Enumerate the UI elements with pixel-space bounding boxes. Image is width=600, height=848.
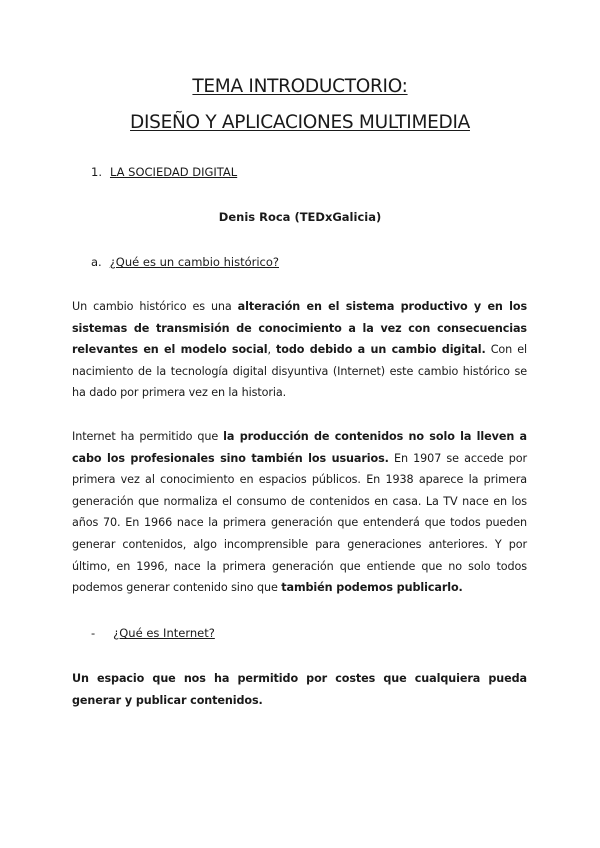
paragraph-1: [72, 296, 527, 404]
p1-text-1: Un cambio histórico es una: [72, 300, 238, 313]
subsection-dash-marker: -: [91, 626, 96, 640]
subsection-internet-label: ¿Qué es Internet?: [113, 626, 215, 640]
title-line-2: DISEÑO Y APLICACIONES MULTIMEDIA: [130, 112, 470, 133]
section-1-number: 1.: [91, 165, 102, 179]
p1-text-3: Con el nacimiento de la tecnología digital disyuntiva (Internet) este cambio histórico se ha dado por primera vez en la historia.: [72, 343, 527, 400]
p1-bold-2: todo debido a un cambio digital.: [276, 343, 486, 357]
p1-text-2: ,: [267, 343, 277, 357]
subsection-a-label: ¿Qué es un cambio histórico?: [109, 255, 279, 269]
paragraph-3: Un espacio que nos ha permitido por costes que cualquiera pueda generar y publicar contenidos.: [72, 672, 527, 707]
title-line-1: TEMA INTRODUCTORIO:: [192, 76, 408, 97]
subsection-internet-heading: [91, 626, 215, 640]
p2-text-1: Internet ha permitido que: [72, 430, 224, 443]
p2-bold-2: también podemos publicarlo.: [281, 581, 463, 595]
paragraph-2: [72, 426, 527, 599]
subsection-a-heading: [91, 255, 279, 269]
author-line: Denis Roca (TEDxGalicia): [218, 210, 382, 224]
p1-bold-1: alteración en el sistema productivo y en los sistemas de transmisión de conocimiento a la vez con consecuencias relevantes en el modelo social: [72, 300, 528, 357]
section-1-heading: [91, 165, 237, 179]
p2-text-2: En 1907 se accede por primera vez al conocimiento en espacios públicos. En 1938 aparece la primera generación que normaliza el consumo de contenidos en casa. La TV nace en los años 70. En 1966 nace la primera generación que entenderá que todos pueden generar contenidos, algo incomprensible para generaciones anteriores. Y por último, en 1996, nace la primera generación que entiende que no solo todos podemos generar contenido sino que: [72, 451, 527, 595]
section-1-label: LA SOCIEDAD DIGITAL: [109, 165, 238, 179]
subsection-a-marker: a.: [91, 255, 102, 269]
p2-bold-1: la producción de contenidos no solo la lleven a cabo los profesionales sino también los usuarios.: [72, 430, 527, 465]
